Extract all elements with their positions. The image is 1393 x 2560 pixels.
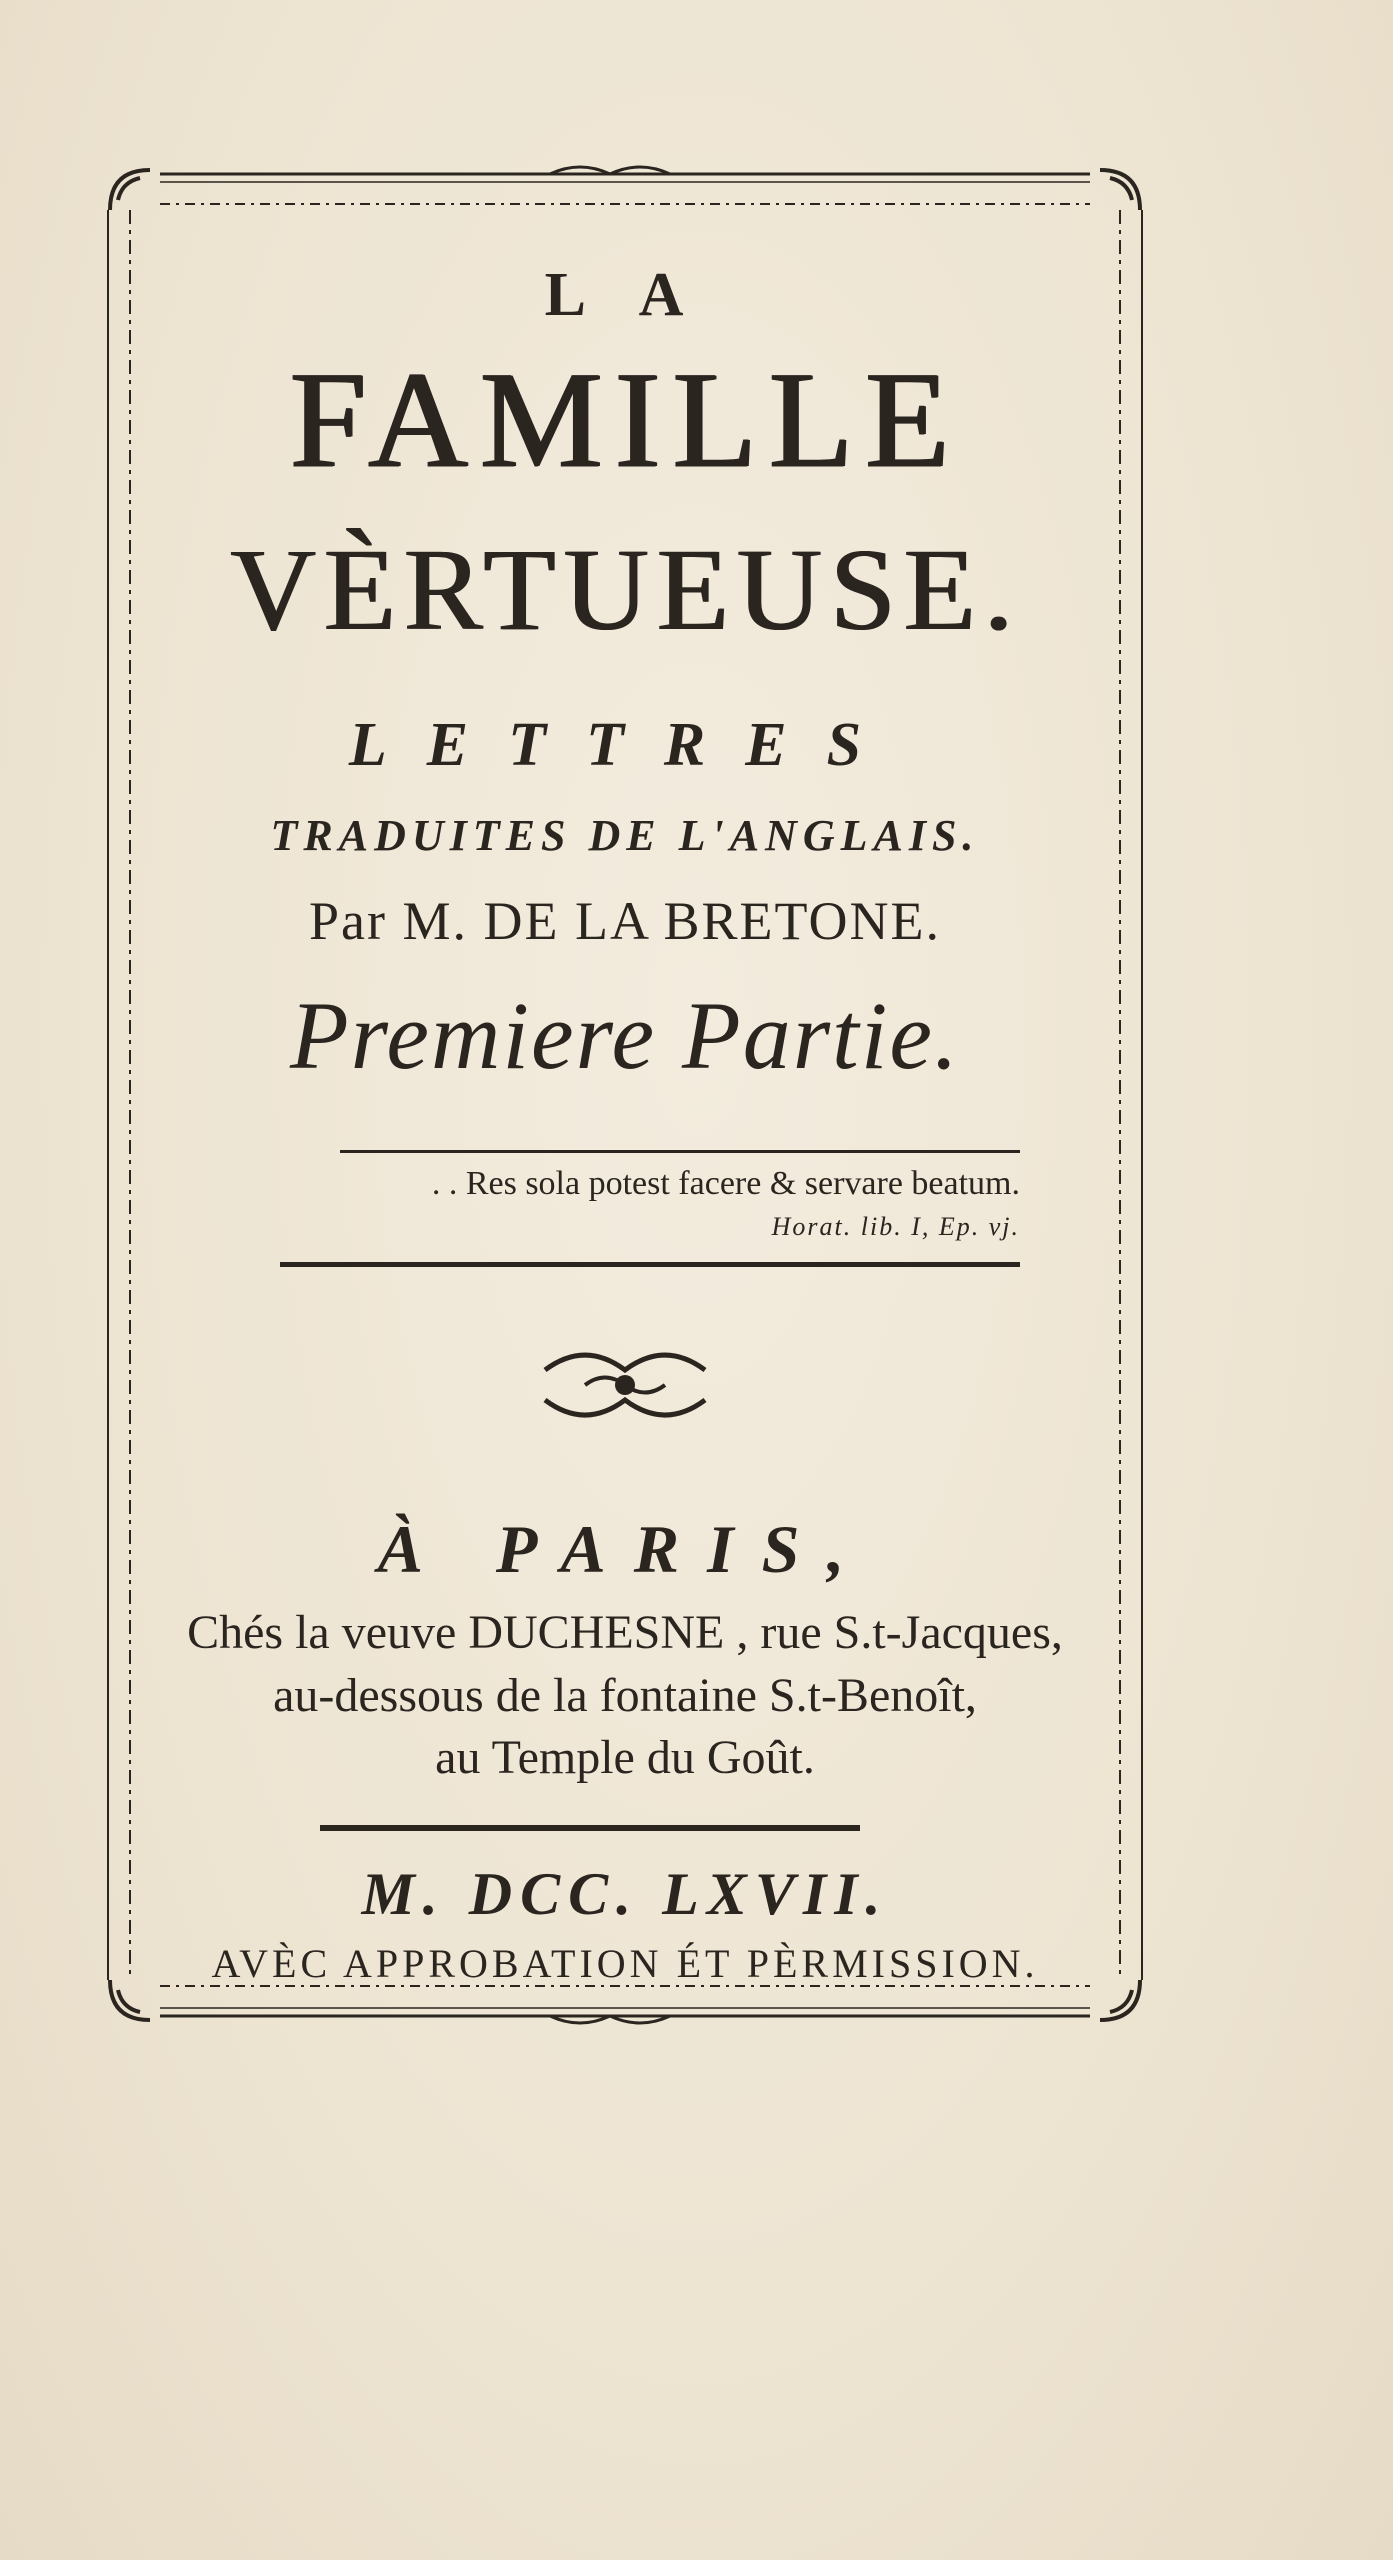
author-line: Par M. DE LA BRETONE. [309,891,941,951]
publisher-line-3: au Temple du Goût. [435,1731,815,1784]
corner-ornament-top-right [1090,160,1150,220]
publisher-line-2: au-dessous de la fontaine S.t-Benoît, [273,1669,977,1722]
corner-ornament-top-left [100,160,160,220]
title-line-1: FAMILLE [289,343,961,496]
ornamental-frame [100,160,1150,2030]
approbation-line: AVÈC APPROBATION ÉT PÈRMISSION. [211,1941,1039,1986]
title-article: L A [544,261,706,329]
volume-label: Premiere Partie. [289,982,960,1089]
divider-rule-2 [280,1262,1020,1267]
title-page-content [187,260,1063,1986]
corner-ornament-bottom-right [1090,1970,1150,2030]
title-line-2: VÈRTUEUSE. [229,524,1021,655]
corner-ornament-bottom-left [100,1970,160,2030]
top-border-ornament [100,160,1150,220]
latin-motto: . . Res sola potest facere & servare beatum. [431,1165,1020,1202]
publisher-line-1: Chés la veuve DUCHESNE , rue S.t-Jacques, [187,1606,1063,1659]
imprint-city: À PARIS, [377,1511,873,1587]
left-border-ornament [100,210,144,1980]
divider-rule-3 [320,1825,860,1831]
right-border-ornament [1106,210,1150,1980]
divider-rule-1 [340,1150,1020,1157]
subtitle-translation: TRADUITES DE L'ANGLAIS. [270,811,980,860]
motto-source: Horat. lib. I, Ep. vj. [771,1212,1020,1241]
fleuron-ornament [525,1340,725,1430]
publication-date: M. DCC. LXVII. [361,1861,889,1927]
subtitle-lettres: LETTRES [348,711,902,779]
